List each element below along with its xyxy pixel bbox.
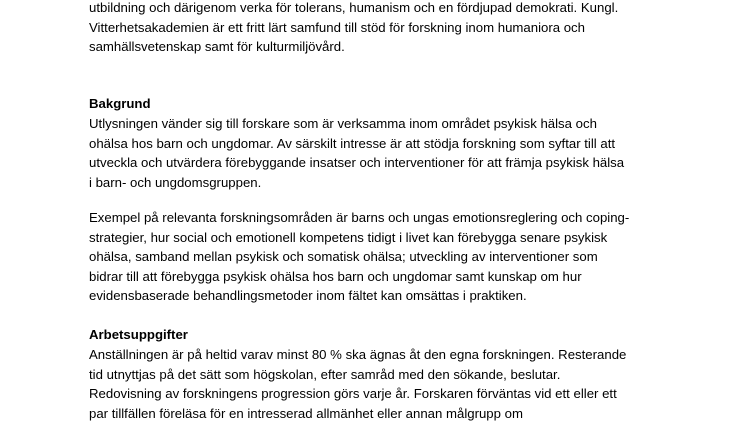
text-line: utbildning och därigenom verka för tolerans, humanism och en fördjupad demokrati. Kungl. bbox=[89, 0, 619, 15]
text-line: Exempel på relevanta forskningsområden är barns och ungas emotionsreglering och coping- bbox=[89, 210, 630, 225]
text-line: tid utnyttjas på det sätt som högskolan, efter samråd med den sökande, beslutar. bbox=[89, 366, 561, 382]
bakgrund-heading: Bakgrund bbox=[89, 96, 151, 111]
text-line: samhällsvetenskap samt för kulturmiljövård. bbox=[89, 39, 345, 55]
text-line: Vitterhetsakademien är ett fritt lärt samfund till stöd för forskning inom humaniora och bbox=[89, 19, 585, 35]
text-line: ohälsa, samband mellan psykisk och somatisk ohälsa; utveckling av interventioner som bbox=[89, 249, 598, 265]
text-line: i barn- och ungdomsgruppen. bbox=[89, 174, 262, 190]
arbetsuppgifter-paragraph bbox=[89, 345, 669, 423]
text-line: Utlysningen vänder sig till forskare som är verksamma inom området psykisk hälsa och bbox=[89, 116, 597, 131]
text-line: Redovisning av forskningens progression görs varje år. Forskaren förväntas vid ett eller ett bbox=[89, 386, 617, 402]
text-line: par tillfällen föreläsa för en intresserad allmänhet eller annan målgrupp om bbox=[89, 405, 523, 421]
text-line: evidensbaserade behandlingsmetoder inom fältet kan omsättas i praktiken. bbox=[89, 288, 527, 304]
bakgrund-paragraph bbox=[89, 114, 669, 192]
text-line: strategier, hur social och emotionell kompetens tidigt i livet kan förebygga senare psykisk bbox=[89, 229, 608, 245]
text-line: ohälsa hos barn och ungdomar. Av särskilt intresse är att stödja forskning som syftar till att bbox=[89, 135, 616, 151]
intro-paragraph bbox=[89, 0, 669, 57]
text-line: utveckla och utvärdera förebyggande insatser och interventioner för att främja psykisk hälsa bbox=[89, 155, 625, 171]
arbetsuppgifter-heading: Arbetsuppgifter bbox=[89, 327, 188, 342]
text-line: Anställningen är på heltid varav minst 80 % ska ägnas åt den egna forskningen. Resterande bbox=[89, 347, 627, 362]
exempel-paragraph bbox=[89, 208, 669, 306]
text-line: bidrar till att förebygga psykisk ohälsa hos barn och ungdomar samt kunskap om hur bbox=[89, 268, 582, 284]
